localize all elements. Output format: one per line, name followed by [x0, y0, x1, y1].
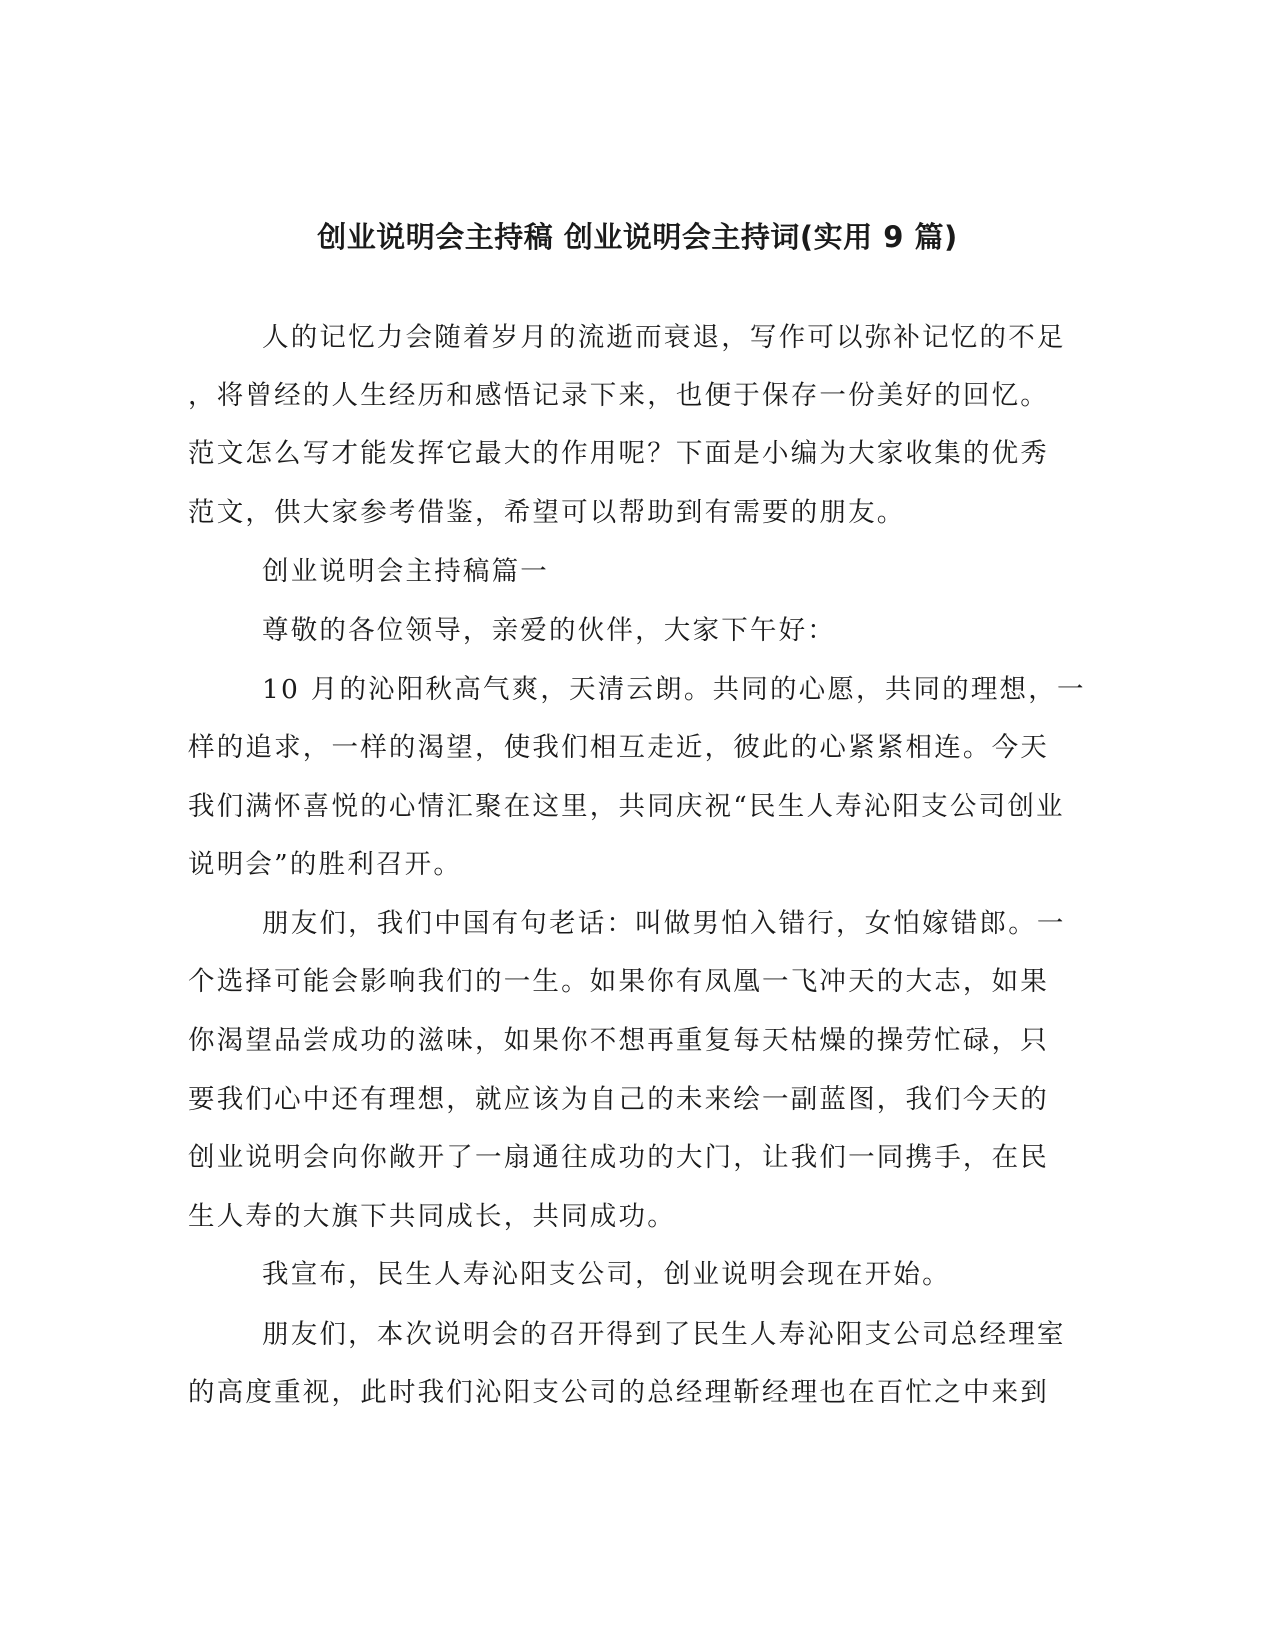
- section-heading: 创业说明会主持稿篇一: [262, 556, 549, 587]
- text-line: 范文怎么写才能发挥它最大的作用呢？下面是小编为大家收集的优秀: [188, 438, 1049, 469]
- text-line: 10 月的沁阳秋高气爽，天清云朗。共同的心愿，共同的理想，一: [262, 674, 1086, 705]
- text-line: 样的追求，一样的渴望，使我们相互走近，彼此的心紧紧相连。今天: [188, 732, 1049, 763]
- salutation: 尊敬的各位领导，亲爱的伙伴，大家下午好：: [262, 615, 836, 646]
- text-line: 朋友们，本次说明会的召开得到了民生人寿沁阳支公司总经理室: [262, 1319, 1066, 1350]
- text-line: 我宣布，民生人寿沁阳支公司，创业说明会现在开始。: [262, 1259, 951, 1290]
- document-title: 创业说明会主持稿 创业说明会主持词(实用 9 篇): [317, 220, 958, 255]
- text-line: ，将曾经的人生经历和感悟记录下来，也便于保存一份美好的回忆。: [188, 380, 1049, 411]
- text-line: 范文，供大家参考借鉴，希望可以帮助到有需要的朋友。: [188, 497, 906, 528]
- text-line: 的高度重视，此时我们沁阳支公司的总经理靳经理也在百忙之中来到: [188, 1377, 1049, 1408]
- text-line: 我们满怀喜悦的心情汇聚在这里，共同庆祝“民生人寿沁阳支公司创业: [188, 791, 1065, 822]
- text-line: 生人寿的大旗下共同成长，共同成功。: [188, 1201, 676, 1232]
- text-line: 要我们心中还有理想，就应该为自己的未来绘一副蓝图，我们今天的: [188, 1084, 1049, 1115]
- text-line: 说明会”的胜利召开。: [188, 849, 463, 880]
- text-line: 创业说明会向你敞开了一扇通往成功的大门，让我们一同携手，在民: [188, 1142, 1049, 1173]
- text-line: 个选择可能会影响我们的一生。如果你有凤凰一飞冲天的大志，如果: [188, 966, 1049, 997]
- text-line: 朋友们，我们中国有句老话：叫做男怕入错行，女怕嫁错郎。一: [262, 908, 1066, 939]
- text-line: 人的记忆力会随着岁月的流逝而衰退，写作可以弥补记忆的不足: [262, 322, 1066, 353]
- text-line: 你渴望品尝成功的滋味，如果你不想再重复每天枯燥的操劳忙碌，只: [188, 1025, 1049, 1056]
